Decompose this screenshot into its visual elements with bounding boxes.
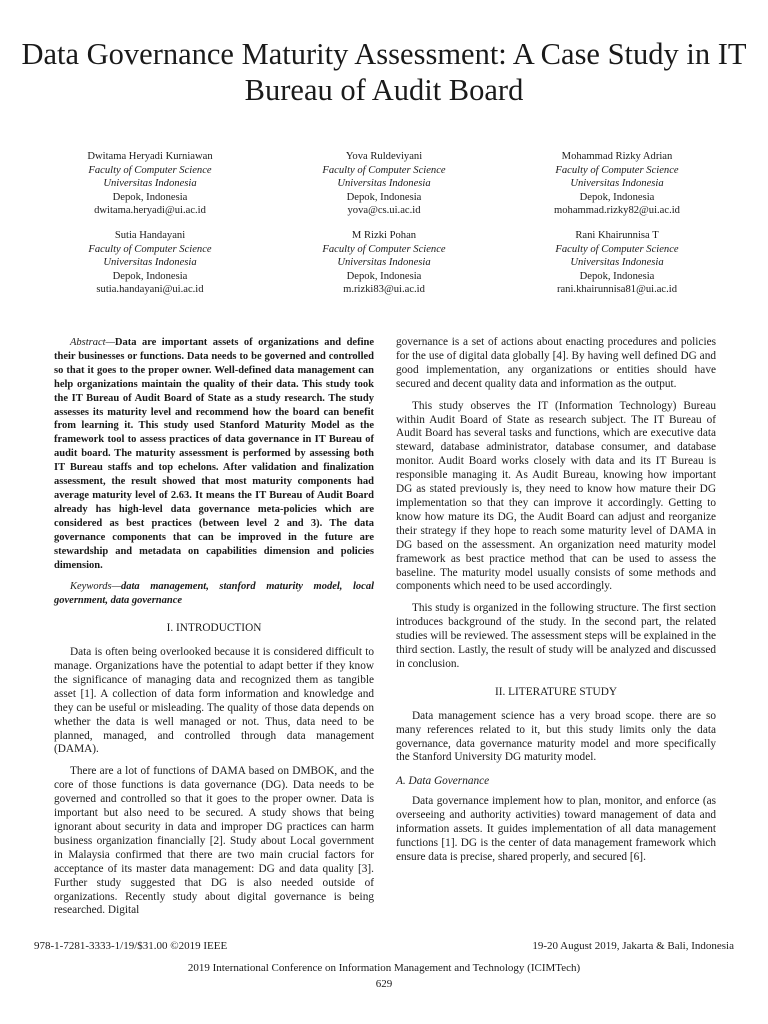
author-email: m.rizki83@ui.ac.id bbox=[343, 284, 425, 295]
author-name: Sutia Handayani bbox=[114, 230, 186, 241]
subsection-heading-data-governance: A. Data Governance bbox=[396, 775, 490, 788]
paragraph: This study is organized in the following structure. The first section introduces background of the study. In the second part, the related studies will be reviewed. The assessment steps will be explained in the third section. Lastly, the result of study will be analyzed and discussed in conclusion. bbox=[396, 602, 716, 670]
author-location: Depok, Indonesia bbox=[346, 270, 422, 282]
author-university: Universitas Indonesia bbox=[570, 178, 664, 189]
author-affiliation: Faculty of Computer Science bbox=[322, 164, 446, 176]
section-heading-literature-study: II. LITERATURE STUDY bbox=[494, 685, 618, 698]
author-block bbox=[269, 150, 499, 218]
author-affiliation: Faculty of Computer Science bbox=[88, 243, 212, 255]
author-location: Depok, Indonesia bbox=[579, 270, 655, 282]
abstract-text: Data are important assets of organizations and define their businesses or functions. Data needs to be governed and controlled so that it goes to the proper owner. Well-defined data management can help organizations maintain the quality of their data. This study took the IT Bureau of Audit Board of State as a study research. The study assesses its maturity level and recommend how the board can benefit from learning it. This study used Stanford Maturity Model as the framework tool to assess practices of data governance in IT Bureau of audit board. The maturity assessment is performed by assessing both IT Bureau staffs and top echelons. After validation and finalization assessment, the result showed that most maturity components had average maturity level of 2.63. It means the IT Bureau of Audit Board already has high-level data governance meta-policies which are considered as best practices (between level 2 and 3). The data governance components that can be improved in the future are stewardship and metadata on capabilities dimension and policies dimension. bbox=[54, 337, 374, 571]
author-email: yova@cs.ui.ac.id bbox=[347, 205, 421, 216]
author-name: Dwitama Heryadi Kurniawan bbox=[87, 151, 213, 162]
author-block bbox=[502, 150, 732, 218]
abstract bbox=[54, 336, 374, 572]
author-block bbox=[502, 229, 732, 297]
paragraph: Data governance implement how to plan, monitor, and enforce (as overseeing and authority activities) toward management of data and information assets. It guides implementation of all data management functions [1]. DG is the center of data management framework which ensure data is precise, shared properly, and secured [6]. bbox=[396, 795, 716, 863]
author-block bbox=[269, 229, 499, 297]
author-university: Universitas Indonesia bbox=[103, 178, 197, 189]
author-university: Universitas Indonesia bbox=[337, 178, 431, 189]
paragraph: Data is often being overlooked because it is considered difficult to manage. Organizations have the potential to adapt better if they know the significance of managing data and recognized them as tangible asset [1]. A collection of data form information and knowledge and they can be useful or misleading. The quality of those data depends on whether the data is well managed or not. Thus, data need to be planned, managed, and controlled through data management (DAMA). bbox=[54, 646, 374, 756]
keywords-text: data management, stanford maturity model, local government, data governance bbox=[54, 581, 374, 607]
author-affiliation: Faculty of Computer Science bbox=[555, 243, 679, 255]
paragraph: This study observes the IT (Information Technology) Bureau within Audit Board of State as research subject. The IT Bureau of Audit Board has several tasks and functions, which are executive data steward, database administrator, database consumer, and database monitor. Audit Board works closely with data and its IT Bureau is responsible managing it. As Audit Bureau, knowing how important DG as stated previously is, they need to know how mature their DG implementation so that they can improve it accordingly. Getting to know how mature its DG, the Audit Board can adjust and reorganize their strategy if they hope to reach some maturity level of DAMA in DG based on the assessment. An organization need maturity model framework as best practice method that can be used to assess the baseline. The maturity model usually consists of some methods and components which need to be used accordingly. bbox=[396, 399, 716, 593]
footer-isbn: 978-1-7281-3333-1/19/$31.00 ©2019 IEEE bbox=[34, 940, 228, 952]
author-email: rani.khairunnisa81@ui.ac.id bbox=[556, 284, 678, 295]
right-column bbox=[396, 336, 716, 865]
conference-name: 2019 International Conference on Information Management and Technology (ICIMTech) bbox=[187, 962, 581, 974]
keywords bbox=[54, 580, 374, 608]
paragraph: Data management science has a very broad scope. there are so many references related to it, but this study limits only the data governance, data governance maturity model and more specifically the Stanford University DG maturity model. bbox=[396, 709, 716, 764]
author-block bbox=[35, 229, 265, 297]
author-email: mohammad.rizky82@ui.ac.id bbox=[554, 205, 680, 216]
author-location: Depok, Indonesia bbox=[112, 191, 188, 203]
page-number: 629 bbox=[375, 978, 393, 990]
author-location: Depok, Indonesia bbox=[579, 191, 655, 203]
left-column bbox=[54, 336, 374, 918]
author-name: Yova Ruldeviyani bbox=[345, 151, 423, 162]
paragraph: governance is a set of actions about enacting procedures and policies for the use of digital data globally [4]. By having well defined DG and good implementation, any organizations or entities should have secured and decent quality data and information as the output. bbox=[396, 336, 716, 390]
author-affiliation: Faculty of Computer Science bbox=[555, 164, 679, 176]
author-university: Universitas Indonesia bbox=[103, 257, 197, 268]
keywords-lead: Keywords— bbox=[70, 581, 121, 593]
author-name: Rani Khairunnisa T bbox=[575, 230, 659, 241]
author-block bbox=[35, 150, 265, 218]
author-location: Depok, Indonesia bbox=[112, 270, 188, 282]
author-university: Universitas Indonesia bbox=[570, 257, 664, 268]
author-location: Depok, Indonesia bbox=[346, 191, 422, 203]
author-email: dwitama.heryadi@ui.ac.id bbox=[94, 205, 206, 216]
footer-conference bbox=[0, 960, 768, 992]
author-affiliation: Faculty of Computer Science bbox=[322, 243, 446, 255]
section-heading-introduction: I. INTRODUCTION bbox=[166, 622, 262, 635]
author-university: Universitas Indonesia bbox=[337, 257, 431, 268]
footer-date: 19-20 August 2019, Jakarta & Bali, Indonesia bbox=[532, 940, 734, 952]
author-email: sutia.handayani@ui.ac.id bbox=[96, 284, 204, 295]
author-name: Mohammad Rizky Adrian bbox=[561, 151, 673, 162]
abstract-lead: Abstract— bbox=[70, 337, 115, 348]
paragraph: There are a lot of functions of DAMA based on DMBOK, and the core of those functions is data governance (DG). Data needs to be governed and controlled so that it goes to the proper owner. Data is important but also need to be secured. A study shows that being ignorant about security in data and improper DG practices can harm business organization financially [2]. Study about Local government in Malaysia confirmed that there are two main crucial factors for acceptance of its master data management: DG and data quality [3]. Further study suggested that DG is also needed outside of organizations. Recently study about digital governance is being researched. Digital bbox=[54, 765, 374, 917]
author-affiliation: Faculty of Computer Science bbox=[88, 164, 212, 176]
paper-title: Data Governance Maturity Assessment: A Case Study in IT Bureau of Audit Board bbox=[21, 37, 747, 107]
author-name: M Rizki Pohan bbox=[351, 230, 417, 241]
